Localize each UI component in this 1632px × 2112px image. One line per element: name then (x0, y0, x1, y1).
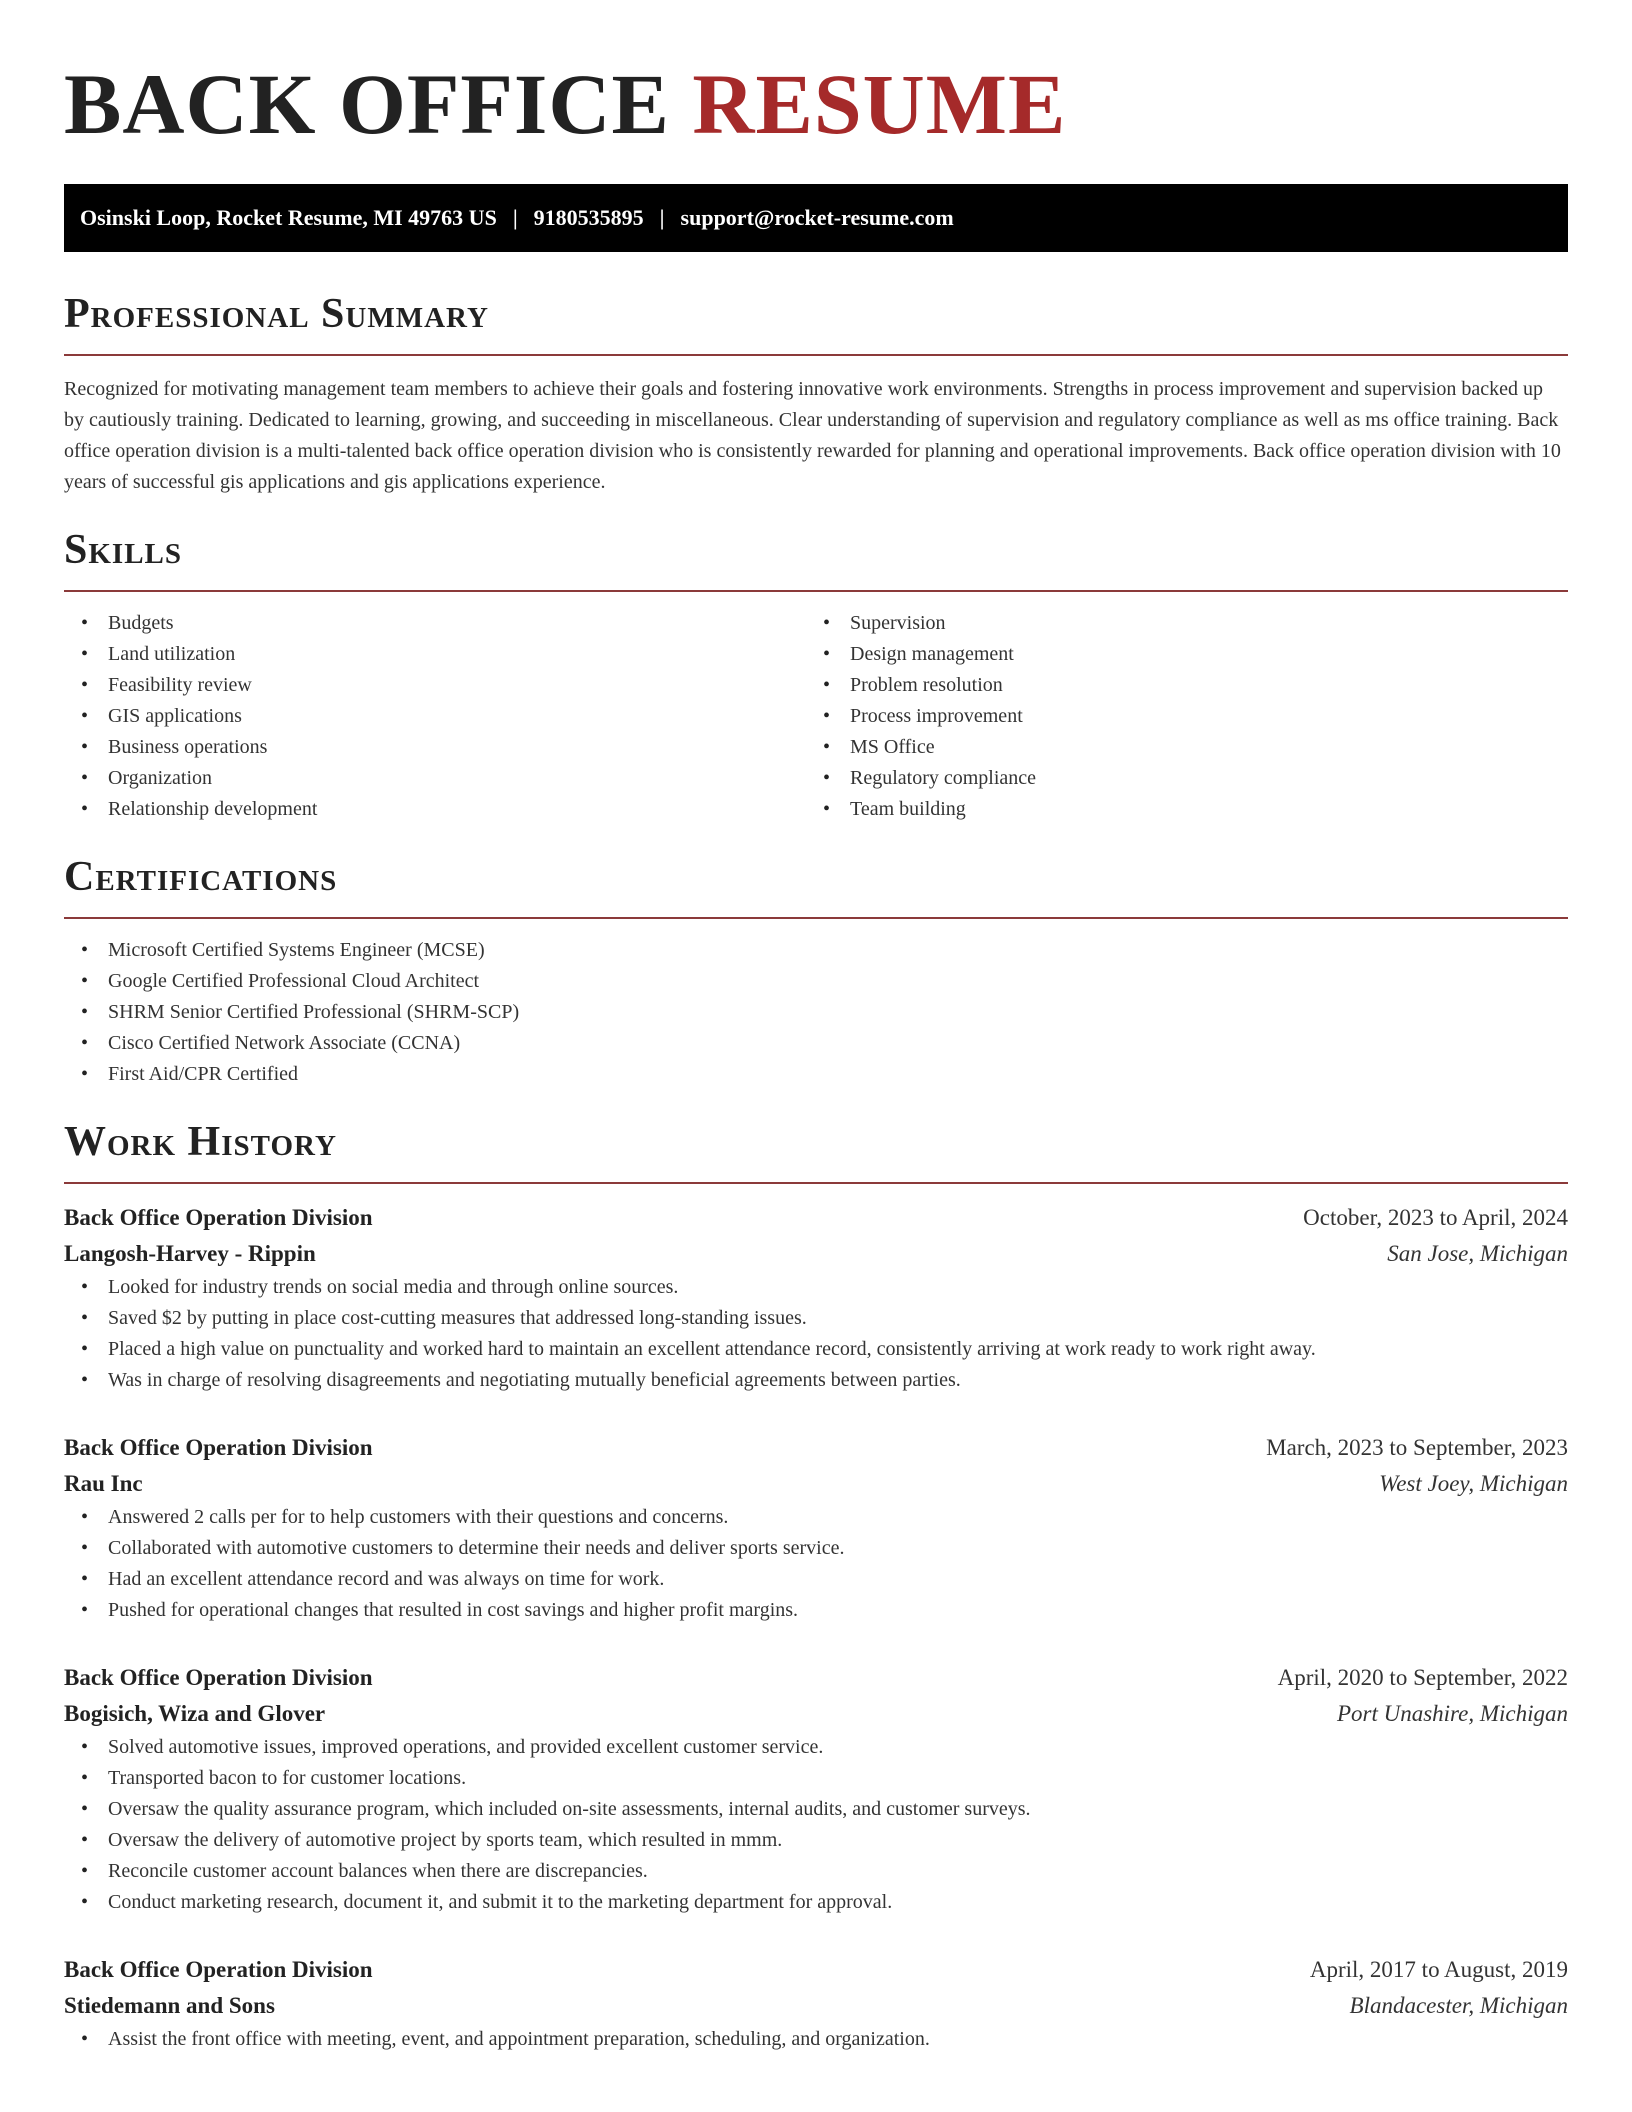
job-location: West Joey, Michigan (1379, 1471, 1568, 1496)
job-entry (64, 1660, 1568, 1918)
title-primary: BACK OFFICE (64, 56, 670, 152)
skills-section (64, 524, 1568, 825)
job-dates: April, 2017 to August, 2019 (1309, 1957, 1568, 1982)
job-bullet: • Saved $2 by putting in place cost-cutting measures that addressed long-standing issues. (64, 1303, 1568, 1334)
certifications-list (64, 935, 1568, 1090)
skill-item: • Process improvement (806, 701, 1548, 732)
job-entry (64, 1430, 1568, 1626)
certifications-heading: Certifications (64, 854, 338, 900)
job-bullet: • Collaborated with automotive customers to determine their needs and deliver sports service. (64, 1533, 1568, 1564)
job-bullet: • Reconcile customer account balances when there are discrepancies. (64, 1856, 1568, 1887)
job-bullet: • Conduct marketing research, document it, and submit it to the marketing department for approval. (64, 1887, 1568, 1918)
job-bullet: • Pushed for operational changes that resulted in cost savings and higher profit margins. (64, 1595, 1568, 1626)
summary-text: Recognized for motivating management team members to achieve their goals and fostering innovative work environments. Strengths in process improvement and supervision backed up by cautiously training. Dedicated to learning, growing, and succeeding in miscellaneous. Clear understanding of supervision and regulatory compliance as well as ms office training. Back office operation division is a multi-talented back office operation division who is consistently rewarded for planning and operational improvements. Back office operation division with 10 years of successful gis applications and gis applications experience. (64, 378, 1561, 493)
certification-item: • Google Certified Professional Cloud Architect (64, 966, 1568, 997)
contact-separator: | (659, 205, 665, 230)
job-bullet: • Solved automotive issues, improved operations, and provided excellent customer service. (64, 1732, 1568, 1763)
job-company: Stiedemann and Sons (64, 1993, 275, 2018)
job-company: Langosh-Harvey - Rippin (64, 1241, 316, 1266)
skills-grid (64, 608, 1568, 825)
job-bullet: • Placed a high value on punctuality and worked hard to maintain an excellent attendance record, consistently arriving at work ready to work right away. (64, 1334, 1568, 1365)
certification-item: • Microsoft Certified Systems Engineer (MCSE) (64, 935, 1568, 966)
skill-item: • Relationship development (64, 794, 806, 825)
skill-item: • Problem resolution (806, 670, 1548, 701)
contact-separator: | (512, 205, 518, 230)
summary-heading: Professional Summary (64, 291, 489, 337)
section-divider (64, 354, 1568, 356)
job-dates: April, 2020 to September, 2022 (1277, 1665, 1568, 1690)
job-role: Back Office Operation Division (64, 1205, 373, 1230)
job-bullet: • Looked for industry trends on social media and through online sources. (64, 1272, 1568, 1303)
job-dates: October, 2023 to April, 2024 (1303, 1205, 1568, 1230)
skill-item: • GIS applications (64, 701, 806, 732)
job-bullet: • Was in charge of resolving disagreements and negotiating mutually beneficial agreements between parties. (64, 1365, 1568, 1396)
skill-item: • Organization (64, 763, 806, 794)
skill-item: • Feasibility review (64, 670, 806, 701)
skills-column-right (806, 608, 1548, 825)
contact-bar (64, 184, 1568, 252)
job-bullet: • Had an excellent attendance record and was always on time for work. (64, 1564, 1568, 1595)
job-location: Port Unashire, Michigan (1336, 1701, 1568, 1726)
job-entry (64, 1952, 1568, 2055)
section-divider (64, 590, 1568, 592)
contact-email: support@rocket-resume.com (680, 205, 954, 230)
job-role: Back Office Operation Division (64, 1957, 373, 1982)
skill-item: • Team building (806, 794, 1548, 825)
job-entry (64, 1200, 1568, 1396)
job-bullet: • Answered 2 calls per for to help customers with their questions and concerns. (64, 1502, 1568, 1533)
page-title (64, 0, 1568, 154)
job-location: Blandacester, Michigan (1349, 1993, 1568, 2018)
title-accent: RESUME (692, 56, 1067, 152)
work-history-section (64, 1116, 1568, 2055)
job-dates: March, 2023 to September, 2023 (1266, 1435, 1568, 1460)
job-role: Back Office Operation Division (64, 1665, 373, 1690)
certification-item: • Cisco Certified Network Associate (CCNA) (64, 1028, 1568, 1059)
job-company: Bogisich, Wiza and Glover (64, 1701, 326, 1726)
skill-item: • MS Office (806, 732, 1548, 763)
contact-address: Osinski Loop, Rocket Resume, MI 49763 US (80, 205, 497, 230)
work-history-heading: Work History (64, 1119, 337, 1165)
section-divider (64, 1182, 1568, 1184)
certifications-section (64, 851, 1568, 1090)
contact-phone: 9180535895 (533, 205, 644, 230)
job-bullet: • Transported bacon to for customer locations. (64, 1763, 1568, 1794)
job-bullet: • Oversaw the quality assurance program, which included on-site assessments, internal audits, and customer surveys. (64, 1794, 1568, 1825)
skill-item: • Business operations (64, 732, 806, 763)
skills-column-left (64, 608, 806, 825)
skill-item: • Budgets (64, 608, 806, 639)
skill-item: • Land utilization (64, 639, 806, 670)
skill-item: • Regulatory compliance (806, 763, 1548, 794)
skills-heading: Skills (64, 527, 183, 573)
section-divider (64, 917, 1568, 919)
summary-section (64, 288, 1568, 498)
skill-item: • Supervision (806, 608, 1548, 639)
certification-item: • SHRM Senior Certified Professional (SHRM-SCP) (64, 997, 1568, 1028)
job-role: Back Office Operation Division (64, 1435, 373, 1460)
job-location: San Jose, Michigan (1387, 1241, 1568, 1266)
skill-item: • Design management (806, 639, 1548, 670)
job-company: Rau Inc (64, 1471, 143, 1496)
certification-item: • First Aid/CPR Certified (64, 1059, 1568, 1090)
job-bullet: • Assist the front office with meeting, event, and appointment preparation, scheduling, and organization. (64, 2024, 1568, 2055)
job-bullet: • Oversaw the delivery of automotive project by sports team, which resulted in mmm. (64, 1825, 1568, 1856)
